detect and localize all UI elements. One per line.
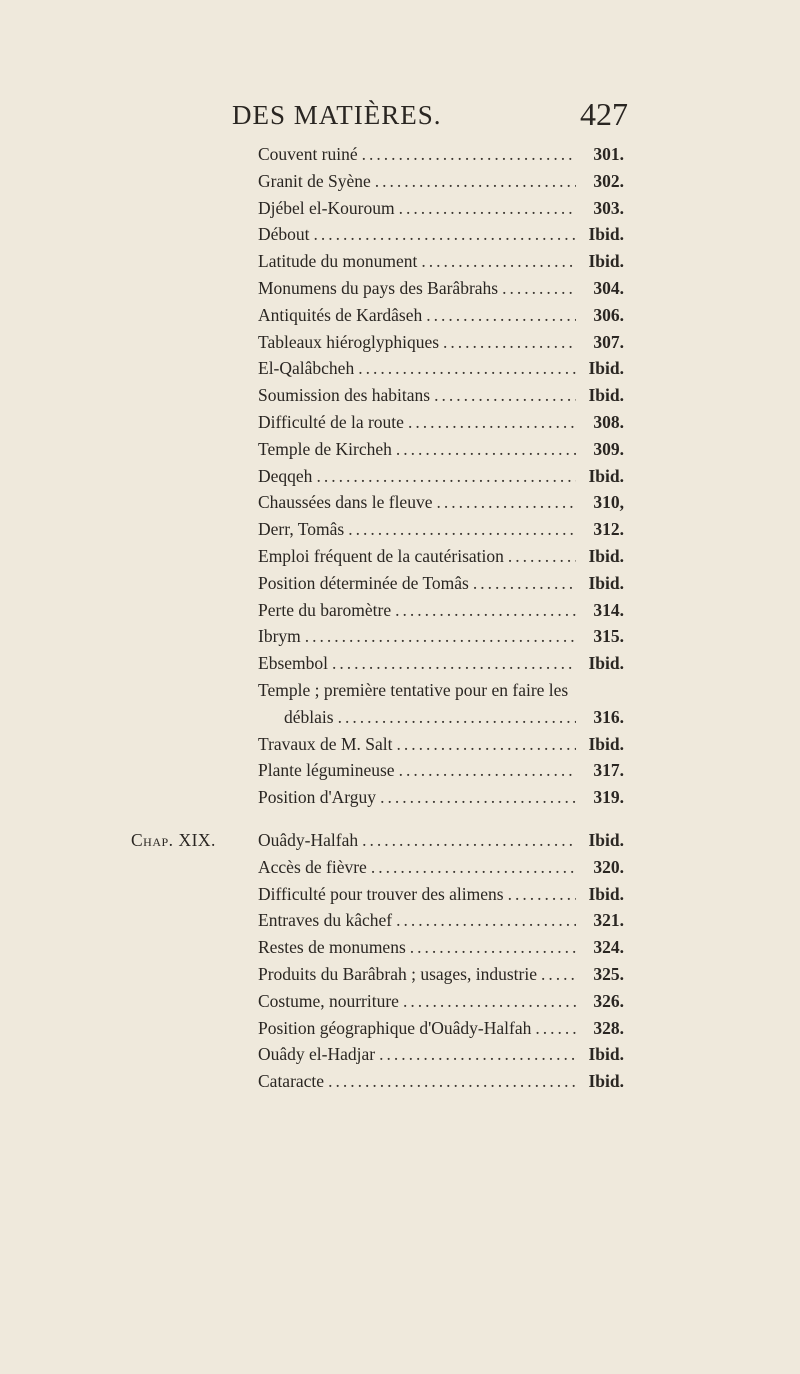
entry-group-a bbox=[258, 144, 624, 680]
leader-dots bbox=[380, 787, 576, 808]
index-entry bbox=[258, 1071, 624, 1098]
index-entry bbox=[258, 573, 624, 600]
entry-label: Position d'Arguy bbox=[258, 787, 377, 808]
entry-label: Temple ; première tentative pour en faire les bbox=[258, 679, 569, 700]
leader-dots bbox=[473, 573, 576, 594]
index-entry bbox=[258, 412, 624, 439]
entry-label: Deqqeh bbox=[258, 465, 313, 486]
entry-page: Ibid. bbox=[588, 653, 624, 674]
index-entry bbox=[258, 734, 624, 761]
entry-page: Ibid. bbox=[588, 883, 624, 904]
entry-label: Antiquités de Kardâseh bbox=[258, 304, 423, 325]
index-entries bbox=[131, 144, 624, 1098]
entry-page: Ibid. bbox=[588, 733, 624, 754]
leader-dots bbox=[426, 305, 576, 326]
index-entry bbox=[258, 144, 624, 171]
entry-label: Derr, Tomâs bbox=[258, 519, 345, 540]
entry-page: Ibid. bbox=[588, 358, 624, 379]
leader-dots bbox=[403, 991, 576, 1012]
entry-label: Ouâdy-Halfah bbox=[258, 829, 359, 850]
index-entry bbox=[258, 760, 624, 787]
entry-page: 314. bbox=[593, 599, 624, 620]
leader-dots bbox=[434, 385, 576, 406]
entry-label: Position déterminée de Tomâs bbox=[258, 572, 469, 593]
leader-dots bbox=[314, 224, 576, 245]
index-entry bbox=[258, 278, 624, 305]
entry-label: Plante légumineuse bbox=[258, 760, 395, 781]
entry-page: 316. bbox=[593, 706, 624, 727]
index-entry-multiline-end bbox=[258, 707, 624, 734]
index-entry bbox=[258, 787, 624, 814]
leader-dots bbox=[358, 358, 576, 379]
entry-page: Ibid. bbox=[588, 385, 624, 406]
entry-page: 307. bbox=[593, 331, 624, 352]
index-entry bbox=[258, 830, 624, 857]
entry-label: Travaux de M. Salt bbox=[258, 733, 393, 754]
index-entry bbox=[258, 224, 624, 251]
index-entry bbox=[258, 653, 624, 680]
leader-dots bbox=[508, 884, 576, 905]
entry-page: 320. bbox=[593, 856, 624, 877]
entry-page: 308. bbox=[593, 411, 624, 432]
leader-dots bbox=[379, 1044, 576, 1065]
leader-dots bbox=[535, 1018, 576, 1039]
entry-page: 309. bbox=[593, 438, 624, 459]
entry-label: Costume, nourriture bbox=[258, 990, 399, 1011]
leader-dots bbox=[397, 734, 577, 755]
entry-page: 303. bbox=[593, 197, 624, 218]
entry-page: 315. bbox=[593, 626, 624, 647]
entry-group-c bbox=[131, 829, 624, 1098]
entry-page: Ibid. bbox=[588, 1044, 624, 1065]
entry-label: Cataracte bbox=[258, 1071, 325, 1092]
leader-dots bbox=[305, 626, 576, 647]
chapter-prefix: Chap. bbox=[131, 829, 174, 850]
entry-label: Soumission des habitans bbox=[258, 385, 431, 406]
entry-label: Tableaux hiéroglyphiques bbox=[258, 331, 440, 352]
leader-dots bbox=[410, 937, 576, 958]
entry-label: Djébel el-Kouroum bbox=[258, 197, 395, 218]
leader-dots bbox=[508, 546, 576, 567]
entry-label: Granit de Syène bbox=[258, 170, 371, 191]
index-entry bbox=[258, 466, 624, 493]
index-entry bbox=[258, 439, 624, 466]
entry-page: 306. bbox=[593, 304, 624, 325]
entry-page: 324. bbox=[593, 937, 624, 958]
entry-label: Accès de fièvre bbox=[258, 856, 367, 877]
entry-label: El-Qalâbcheh bbox=[258, 358, 355, 379]
leader-dots bbox=[332, 653, 576, 674]
entry-page: Ibid. bbox=[588, 251, 624, 272]
entry-label: Produits du Barâbrah ; usages, industrie bbox=[258, 963, 537, 984]
index-entry bbox=[258, 857, 624, 884]
entry-label: Ebsembol bbox=[258, 653, 328, 674]
leader-dots bbox=[348, 519, 576, 540]
index-entry bbox=[258, 991, 624, 1018]
entry-page: Ibid. bbox=[588, 545, 624, 566]
chapter-gap bbox=[258, 814, 624, 830]
entry-page: 319. bbox=[593, 787, 624, 808]
leader-dots bbox=[399, 198, 576, 219]
entry-page: 301. bbox=[593, 144, 624, 164]
index-entry bbox=[258, 251, 624, 278]
running-title: DES MATIÈRES. bbox=[232, 100, 442, 130]
leader-dots bbox=[338, 707, 576, 728]
leader-dots bbox=[375, 171, 576, 192]
leader-dots bbox=[396, 910, 576, 931]
entry-label: Ouâdy el-Hadjar bbox=[258, 1044, 376, 1065]
leader-dots bbox=[396, 439, 576, 460]
leader-dots bbox=[395, 600, 576, 621]
entry-page: Ibid. bbox=[588, 224, 624, 245]
leader-dots bbox=[502, 278, 576, 299]
entry-label: déblais bbox=[284, 706, 334, 727]
entry-page: 312. bbox=[593, 519, 624, 540]
entry-page: 321. bbox=[593, 910, 624, 931]
entry-label: Couvent ruiné bbox=[258, 144, 358, 164]
entry-page: 317. bbox=[593, 760, 624, 781]
leader-dots bbox=[421, 251, 576, 272]
index-entry bbox=[258, 305, 624, 332]
entry-label: Entraves du kâchef bbox=[258, 910, 393, 931]
index-entry bbox=[258, 910, 624, 937]
leader-dots bbox=[436, 492, 576, 513]
index-entry bbox=[258, 519, 624, 546]
entry-label: Difficulté de la route bbox=[258, 411, 404, 432]
entry-label: Temple de Kircheh bbox=[258, 438, 392, 459]
entry-label: Monumens du pays des Barâbrahs bbox=[258, 277, 499, 298]
entry-label: Difficulté pour trouver des alimens bbox=[258, 883, 504, 904]
index-entry bbox=[258, 332, 624, 359]
leader-dots bbox=[362, 144, 576, 165]
entry-page: 310, bbox=[593, 492, 624, 513]
leader-dots bbox=[408, 412, 576, 433]
chapter-heading bbox=[131, 830, 216, 851]
chapter-number: XIX. bbox=[178, 829, 216, 850]
leader-dots bbox=[328, 1071, 576, 1092]
index-entry bbox=[258, 964, 624, 991]
index-entry bbox=[258, 358, 624, 385]
entry-label: Latitude du monument bbox=[258, 251, 418, 272]
index-entry bbox=[258, 385, 624, 412]
leader-dots bbox=[371, 857, 576, 878]
running-header bbox=[232, 96, 628, 140]
entry-page: Ibid. bbox=[588, 465, 624, 486]
index-entry bbox=[258, 600, 624, 627]
page-number: 427 bbox=[580, 96, 628, 132]
entry-page: 325. bbox=[593, 963, 624, 984]
leader-dots bbox=[541, 964, 576, 985]
leader-dots bbox=[316, 466, 576, 487]
index-entry bbox=[258, 937, 624, 964]
entry-page: Ibid. bbox=[588, 572, 624, 593]
index-entry bbox=[258, 884, 624, 911]
entry-page: 326. bbox=[593, 990, 624, 1011]
index-entry bbox=[258, 546, 624, 573]
leader-dots bbox=[362, 830, 576, 851]
leader-dots bbox=[399, 760, 576, 781]
entry-label: Restes de monumens bbox=[258, 937, 406, 958]
entry-label: Perte du baromètre bbox=[258, 599, 392, 620]
entry-page: 328. bbox=[593, 1017, 624, 1038]
index-entry bbox=[258, 1018, 624, 1045]
entry-group-b bbox=[258, 734, 624, 814]
index-entry-multiline-start bbox=[258, 680, 624, 707]
index-entry bbox=[258, 1044, 624, 1071]
entry-label: Position géographique d'Ouâdy-Halfah bbox=[258, 1017, 532, 1038]
entry-page: 304. bbox=[593, 277, 624, 298]
entry-label: Chaussées dans le fleuve bbox=[258, 492, 433, 513]
entry-page: Ibid. bbox=[588, 1071, 624, 1092]
leader-dots bbox=[443, 332, 576, 353]
entry-page: Ibid. bbox=[588, 829, 624, 850]
entry-label: Débout bbox=[258, 224, 310, 245]
index-entry bbox=[258, 198, 624, 225]
entry-label: Ibrym bbox=[258, 626, 301, 647]
index-entry bbox=[258, 626, 624, 653]
index-entry bbox=[258, 171, 624, 198]
entry-label: Emploi fréquent de la cautérisation bbox=[258, 545, 504, 566]
index-entry bbox=[258, 492, 624, 519]
entry-page: 302. bbox=[593, 170, 624, 191]
